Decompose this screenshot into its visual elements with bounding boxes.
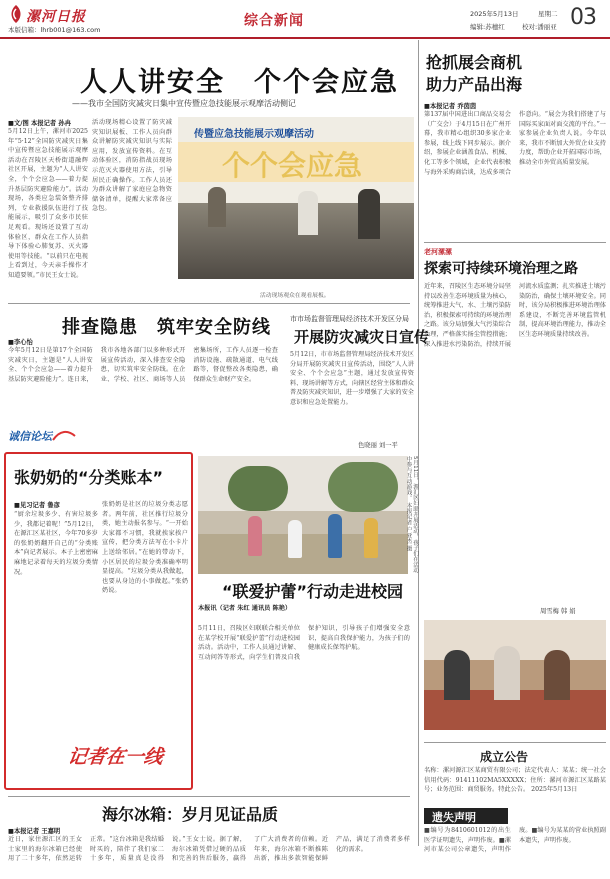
divider — [8, 796, 410, 797]
right-mid-byline: 周雪梅 韩 娟 — [540, 608, 576, 615]
lead-byline: ■文/图 本报记者 孙冉 — [8, 120, 72, 127]
garbage-text: 张奶奶是社区的垃圾分类志愿者。两年前，社区推行垃圾分类，她主动报名参与。“一开始大家都不习惯，我就挨家挨户宣传，把分类方法写在小卡片上送给邻居。”在她的带动下，小区居民的垃圾分类准确率明显提高。“垃圾分类从我做起，也要从身边的小事做起。”张奶奶说。 — [102, 501, 188, 595]
lost-text: ■编号为8410601012的出生医学证明遗失，声明作废。■漯河市某公司公章遗失，声明作废。■编号为某某的营业执照副本遗失，声明作废。 — [424, 827, 606, 854]
garbage-text-cont — [14, 628, 98, 716]
market-bureau-text: 5月12日，市市场监督管理局经济技术开发区分局开展防灾减灾日宣传活动，围绕“人人讲安全、个个会应急”主题，通过发放宣传资料、现场讲解等方式，向辖区经营主体和群众普及防灾减灾知识，进一步增强了大家的安全意识和应急处置能力。 — [290, 351, 414, 406]
tree — [228, 466, 288, 511]
proof-label: 校对:潘丽亚 — [522, 23, 557, 31]
issue-date: 2025年5月13日 — [470, 10, 519, 18]
child-figure — [364, 518, 378, 558]
page-number: 03 — [570, 5, 596, 30]
market-bureau-kicker: 市市场监督管理局经济技术开发区分局 — [290, 315, 409, 323]
right-top-title-1: 抢抓展会商机 — [426, 53, 523, 72]
notice-text: 名称：漯河源汇区某商贸有限公司；法定代表人：某某；统一社会信用代码：91411102MA5XXXXX；住所：漯河市源汇区某路某号；业务范围：商贸服务。特此公告。 2025年5月13日 — [424, 767, 606, 794]
logo-text: 漯河日报 — [26, 9, 86, 25]
protect-photo-2 — [424, 620, 606, 730]
person-shape — [298, 191, 318, 235]
hidden-danger-text: 今年5月12日是第17个全国防灾减灾日，主题是“人人讲安全、个个会应急——着力提升基层防灾避险能力”。连日来，我市各地各部门以多种形式开展宣传活动，深入排查安全隐患，切实筑牢安全防线。在企业、学校、社区、商场等人员密集场所，工作人员逐一检查消防设施、疏散通道、电气线路等，督促整改各类隐患，确保群众生命财产安全。 — [8, 347, 278, 383]
section-title: 综合新闻 — [244, 13, 304, 29]
protect-byline: 本报讯（记者 朱红 通讯员 陈艳） — [198, 605, 292, 612]
hidden-danger-byline: ■李心怡 — [8, 339, 33, 346]
badge-swoosh-icon — [52, 428, 76, 442]
masthead-rule — [0, 37, 610, 39]
person-shape — [544, 650, 570, 700]
lead-photo-caption: 活动现场观众在观看展板。 — [260, 293, 330, 299]
lead-photo — [178, 117, 414, 279]
lost-header — [424, 808, 508, 824]
banner-line1: 传暨应急技能展示观摩活动 — [194, 129, 314, 140]
person-shape — [208, 187, 226, 227]
protect-photo — [198, 456, 408, 574]
person-shape — [358, 189, 380, 239]
stamp-text: 记者在一线 — [66, 746, 165, 768]
child-figure — [328, 514, 342, 558]
issue-weekday: 星期二 — [538, 10, 558, 18]
lead-subtitle: ——我市全国防灾减灾日集中宣传暨应急技能展示观摩活动侧记 — [72, 99, 296, 108]
integrity-forum-badge — [8, 426, 80, 446]
email-label: 本版信箱：lhrb001@163.com — [8, 26, 101, 34]
column-divider — [418, 40, 419, 846]
lead-col2: 活动现场精心设置了防灾减灾知识展板、工作人员向群众讲解防灾减灾知识与实际应用，发放宣传资料。在互动体验区，消防指战员现场示范灭火器使用方法，引导居民正确操作。工作人员还为群众讲解了家庭应急物资储备清单，提醒大家常备应急包。 — [92, 119, 172, 213]
protect-text: 5月11日，召陵区妇联联合相关单位在某学校开展“联爱护蕾”行动进校园活动。活动中，工作人员通过讲解、互动问答等形式，向学生们普及自我保护知识，引导孩子们增强安全意识，提高自我保护能力，为孩子们的健康成长保驾护航。 — [198, 625, 410, 661]
right-top-byline: ■本报记者 乔茵茵 — [424, 103, 477, 110]
right-mid-text: 近年来，召陵区生态环境分局坚持以改善生态环境质量为核心，统筹推进大气、水、土壤污染防治，积极探索可持续的环境治理之路。该分局加强大气污染综合治理，严格落实扬尘管控措施；深入推进水污染防治，持续开展河流水质监测；扎实推进土壤污染防治，确保土壤环境安全。同时，该分局积极推进环境治理体系建设，不断完善环境监管机制，提高环境治理能力，推动全区生态环境质量持续改善。 — [424, 283, 606, 348]
reporter-stamp — [68, 738, 186, 780]
banner-line2: 个个会应急 — [222, 149, 363, 182]
notice-title: 成立公告 — [480, 750, 529, 764]
lost-title: 遗失声明 — [432, 811, 476, 824]
lead-title: 人人讲安全 个个会应急 — [80, 67, 399, 98]
masthead — [0, 0, 610, 38]
market-bureau-title: 开展防灾减灾日宣传 — [294, 328, 430, 346]
right-mid-kicker: 老河漯漯 — [424, 248, 452, 256]
editor-label: 编辑:苏穗红 — [470, 23, 505, 31]
haier-text: 近日，家住源汇区的王女士家里的海尔冰箱已经使用了二十多年，依然运转正常。“这台冰箱是我结婚时买的，陪伴了我们家二十多年，质量真是没得说。”王女士说。据了解，海尔冰箱凭借过硬的品质和完善的售后服务，赢得了广大消费者的信赖。近年来，海尔冰箱不断推陈出新，推出多款智能保鲜产品，满足了消费者多样化的需求。 — [8, 836, 410, 863]
person-shape — [444, 650, 470, 700]
garbage-title: 张奶奶的“分类账本” — [14, 468, 164, 487]
child-figure — [248, 516, 262, 556]
protect-title: “联爱护蕾”行动走进校园 — [222, 582, 404, 601]
lead-col1: 5月12日上午，漯河市2025年“5·12”全国防灾减灾日集中宣传暨应急技能展示观摩活动在召陵区天桥街道融辉社区开展，主题为“人人讲安全，个个会应急——着力提升基层防灾避险能力”。活动现场，各类应急装备整齐排列，专业救援队伍进行了技能展示，吸引了众多市民驻足观看。现场还设置了互动体验区，群众在工作人员指导下体验心肺复苏、灭火器使用等技能。“以前只在电视上看到过，今天亲手操作才知道要领。”市民王女士说。 — [8, 128, 88, 279]
divider — [424, 242, 606, 243]
market-bureau-byline: 色晓丽 刘一平 — [358, 442, 398, 449]
logo-swirl-icon — [8, 4, 24, 24]
haier-title: 海尔冰箱：岁月见证品质 — [102, 805, 279, 824]
divider — [424, 742, 606, 743]
right-mid-title: 探索可持续环境治理之路 — [424, 261, 578, 277]
person-shape — [494, 646, 520, 700]
tree — [328, 462, 398, 512]
hidden-danger-title: 排查隐患 筑牢安全防线 — [62, 317, 271, 338]
badge-text: 诚信论坛 — [8, 430, 52, 443]
child-figure — [288, 520, 302, 558]
logo — [8, 4, 88, 26]
divider — [8, 303, 410, 304]
haier-byline: ■本报记者 王嘉明 — [8, 828, 61, 835]
garbage-intro: “厨余垃圾多少、有害垃圾多少，我都记着呢！”5月12日，在源汇区某社区，今年70多岁的张奶奶翻开自己的“分类账本”向记者展示。本子上密密麻麻地记录着每天的垃圾分类情况。 — [14, 511, 98, 576]
garbage-byline: ■见习记者 鲁彦 — [14, 502, 60, 509]
protect-photo-caption: 5月11日，源汇区妇联开展活动，孩子们在活动中参与互动游戏。 本报记者 户亚杰 摄 — [405, 456, 418, 574]
right-top-title-2: 助力产品出海 — [426, 75, 523, 94]
right-top-text: 第137届中国进出口商品交易会（广交会）于4月15日在广州开幕，我市精心组织30多家企业参展，线上线下同步展示。据介绍，参展企业涵盖食品、机械、化工等多个领域，企业代表积极与海外采购商洽谈，达成多项合作意向。“展会为我们搭建了与国际买家面对面交流的平台。”一家参展企业负责人说。今年以来，我市不断加大外贸企业支持力度，帮助企业开拓国际市场，推动全市外贸高质量发展。 — [424, 111, 606, 176]
